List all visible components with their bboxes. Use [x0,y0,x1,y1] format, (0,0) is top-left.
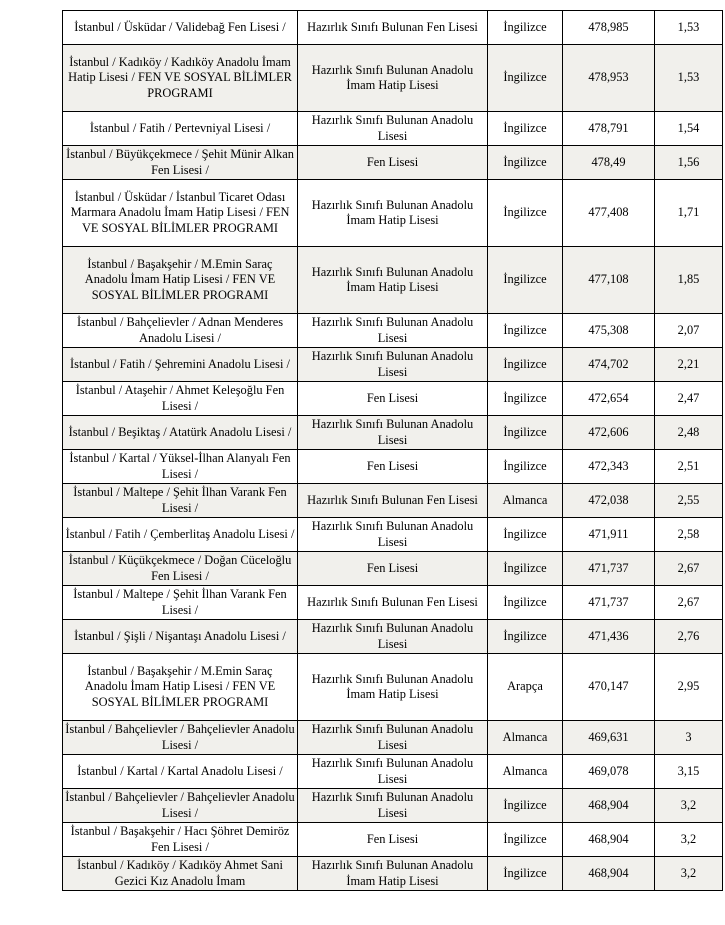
percentile-cell: 1,56 [655,146,723,180]
score-cell: 472,606 [563,416,655,450]
school-type-cell: Hazırlık Sınıfı Bulunan Anadolu İmam Hatip Lisesi [298,654,488,721]
table-row [63,654,723,721]
table-row [63,314,723,348]
table-row [63,586,723,620]
table-row [63,180,723,247]
school-cell: İstanbul / Başakşehir / M.Emin Saraç Anadolu İmam Hatip Lisesi / FEN VE SOSYAL BİLİMLER PROGRAMI [63,654,298,721]
school-cell: İstanbul / Fatih / Pertevniyal Lisesi / [63,112,298,146]
percentile-cell: 2,07 [655,314,723,348]
table-row [63,348,723,382]
document-page [62,10,700,891]
percentile-cell: 1,53 [655,11,723,45]
percentile-cell: 2,51 [655,450,723,484]
score-cell: 475,308 [563,314,655,348]
score-cell: 471,737 [563,586,655,620]
language-cell: İngilizce [488,789,563,823]
school-type-cell: Hazırlık Sınıfı Bulunan Anadolu Lisesi [298,620,488,654]
school-cell: İstanbul / Fatih / Çemberlitaş Anadolu Lisesi / [63,518,298,552]
percentile-cell: 3,2 [655,789,723,823]
school-type-cell: Hazırlık Sınıfı Bulunan Anadolu Lisesi [298,518,488,552]
table-row [63,518,723,552]
language-cell: Almanca [488,484,563,518]
school-cell: İstanbul / Bahçelievler / Bahçelievler Anadolu Lisesi / [63,721,298,755]
school-type-cell: Hazırlık Sınıfı Bulunan Fen Lisesi [298,586,488,620]
table-row [63,146,723,180]
score-cell: 471,911 [563,518,655,552]
percentile-cell: 3,2 [655,823,723,857]
language-cell: İngilizce [488,586,563,620]
table-row [63,823,723,857]
school-type-cell: Fen Lisesi [298,146,488,180]
school-cell: İstanbul / Başakşehir / M.Emin Saraç Anadolu İmam Hatip Lisesi / FEN VE SOSYAL BİLİMLER PROGRAMI [63,247,298,314]
score-cell: 477,108 [563,247,655,314]
school-type-cell: Hazırlık Sınıfı Bulunan Anadolu İmam Hatip Lisesi [298,180,488,247]
score-cell: 469,078 [563,755,655,789]
percentile-cell: 1,85 [655,247,723,314]
percentile-cell: 2,58 [655,518,723,552]
score-cell: 474,702 [563,348,655,382]
school-cell: İstanbul / Büyükçekmece / Şehit Münir Alkan Fen Lisesi / [63,146,298,180]
school-cell: İstanbul / Beşiktaş / Atatürk Anadolu Lisesi / [63,416,298,450]
language-cell: İngilizce [488,146,563,180]
score-cell: 471,737 [563,552,655,586]
percentile-cell: 3,2 [655,857,723,891]
table-row [63,11,723,45]
school-cell: İstanbul / Kartal / Kartal Anadolu Lisesi / [63,755,298,789]
table-row [63,382,723,416]
language-cell: İngilizce [488,552,563,586]
language-cell: İngilizce [488,518,563,552]
school-type-cell: Hazırlık Sınıfı Bulunan Anadolu İmam Hatip Lisesi [298,45,488,112]
language-cell: İngilizce [488,45,563,112]
school-cell: İstanbul / Küçükçekmece / Doğan Cüceloğlu Fen Lisesi / [63,552,298,586]
school-type-cell: Hazırlık Sınıfı Bulunan Anadolu Lisesi [298,416,488,450]
score-cell: 472,038 [563,484,655,518]
school-type-cell: Hazırlık Sınıfı Bulunan Anadolu Lisesi [298,755,488,789]
percentile-cell: 2,47 [655,382,723,416]
language-cell: İngilizce [488,348,563,382]
score-cell: 472,343 [563,450,655,484]
percentile-cell: 2,55 [655,484,723,518]
language-cell: İngilizce [488,180,563,247]
school-cell: İstanbul / Üsküdar / İstanbul Ticaret Odası Marmara Anadolu İmam Hatip Lisesi / FEN VE SOSYAL BİLİMLER PROGRAMI [63,180,298,247]
school-cell: İstanbul / Ataşehir / Ahmet Keleşoğlu Fen Lisesi / [63,382,298,416]
score-cell: 471,436 [563,620,655,654]
percentile-cell: 2,95 [655,654,723,721]
percentile-cell: 1,54 [655,112,723,146]
table-row [63,45,723,112]
table-row [63,416,723,450]
school-type-cell: Hazırlık Sınıfı Bulunan Anadolu Lisesi [298,789,488,823]
score-cell: 468,904 [563,823,655,857]
school-cell: İstanbul / Kartal / Yüksel-İlhan Alanyalı Fen Lisesi / [63,450,298,484]
score-cell: 472,654 [563,382,655,416]
percentile-cell: 1,71 [655,180,723,247]
language-cell: İngilizce [488,823,563,857]
school-type-cell: Hazırlık Sınıfı Bulunan Anadolu Lisesi [298,348,488,382]
language-cell: İngilizce [488,247,563,314]
school-cell: İstanbul / Şişli / Nişantaşı Anadolu Lisesi / [63,620,298,654]
language-cell: İngilizce [488,857,563,891]
table-row [63,450,723,484]
percentile-cell: 3 [655,721,723,755]
school-type-cell: Fen Lisesi [298,823,488,857]
school-type-cell: Hazırlık Sınıfı Bulunan Anadolu İmam Hatip Lisesi [298,857,488,891]
table-row [63,552,723,586]
score-cell: 478,791 [563,112,655,146]
school-type-cell: Hazırlık Sınıfı Bulunan Anadolu Lisesi [298,721,488,755]
score-cell: 478,953 [563,45,655,112]
school-cell: İstanbul / Fatih / Şehremini Anadolu Lisesi / [63,348,298,382]
school-type-cell: Hazırlık Sınıfı Bulunan Fen Lisesi [298,484,488,518]
score-cell: 469,631 [563,721,655,755]
language-cell: İngilizce [488,314,563,348]
score-cell: 477,408 [563,180,655,247]
table-row [63,755,723,789]
percentile-cell: 2,67 [655,586,723,620]
language-cell: İngilizce [488,382,563,416]
language-cell: İngilizce [488,416,563,450]
table-row [63,789,723,823]
table-row [63,484,723,518]
school-cell: İstanbul / Maltepe / Şehit İlhan Varank Fen Lisesi / [63,586,298,620]
table-row [63,721,723,755]
school-cell: İstanbul / Kadıköy / Kadıköy Anadolu İmam Hatip Lisesi / FEN VE SOSYAL BİLİMLER PROGRAMI [63,45,298,112]
percentile-cell: 2,48 [655,416,723,450]
percentile-cell: 2,21 [655,348,723,382]
percentile-cell: 2,76 [655,620,723,654]
table-row [63,247,723,314]
school-cell: İstanbul / Bahçelievler / Bahçelievler Anadolu Lisesi / [63,789,298,823]
percentile-cell: 1,53 [655,45,723,112]
score-cell: 468,904 [563,789,655,823]
language-cell: İngilizce [488,620,563,654]
language-cell: İngilizce [488,11,563,45]
school-table [62,10,723,891]
school-cell: İstanbul / Bahçelievler / Adnan Menderes Anadolu Lisesi / [63,314,298,348]
table-row [63,857,723,891]
school-cell: İstanbul / Maltepe / Şehit İlhan Varank Fen Lisesi / [63,484,298,518]
table-row [63,620,723,654]
school-cell: İstanbul / Başakşehir / Hacı Şöhret Demiröz Fen Lisesi / [63,823,298,857]
school-cell: İstanbul / Üsküdar / Validebağ Fen Lisesi / [63,11,298,45]
language-cell: İngilizce [488,450,563,484]
school-type-cell: Hazırlık Sınıfı Bulunan Anadolu Lisesi [298,112,488,146]
percentile-cell: 2,67 [655,552,723,586]
table-row [63,112,723,146]
school-type-cell: Hazırlık Sınıfı Bulunan Anadolu İmam Hatip Lisesi [298,247,488,314]
language-cell: Almanca [488,721,563,755]
table-body [63,11,723,891]
score-cell: 470,147 [563,654,655,721]
percentile-cell: 3,15 [655,755,723,789]
language-cell: İngilizce [488,112,563,146]
language-cell: Almanca [488,755,563,789]
school-cell: İstanbul / Kadıköy / Kadıköy Ahmet Sani Gezici Kız Anadolu İmam [63,857,298,891]
school-type-cell: Fen Lisesi [298,450,488,484]
language-cell: Arapça [488,654,563,721]
school-type-cell: Hazırlık Sınıfı Bulunan Anadolu Lisesi [298,314,488,348]
school-type-cell: Fen Lisesi [298,552,488,586]
score-cell: 478,49 [563,146,655,180]
score-cell: 468,904 [563,857,655,891]
school-type-cell: Fen Lisesi [298,382,488,416]
score-cell: 478,985 [563,11,655,45]
school-type-cell: Hazırlık Sınıfı Bulunan Fen Lisesi [298,11,488,45]
